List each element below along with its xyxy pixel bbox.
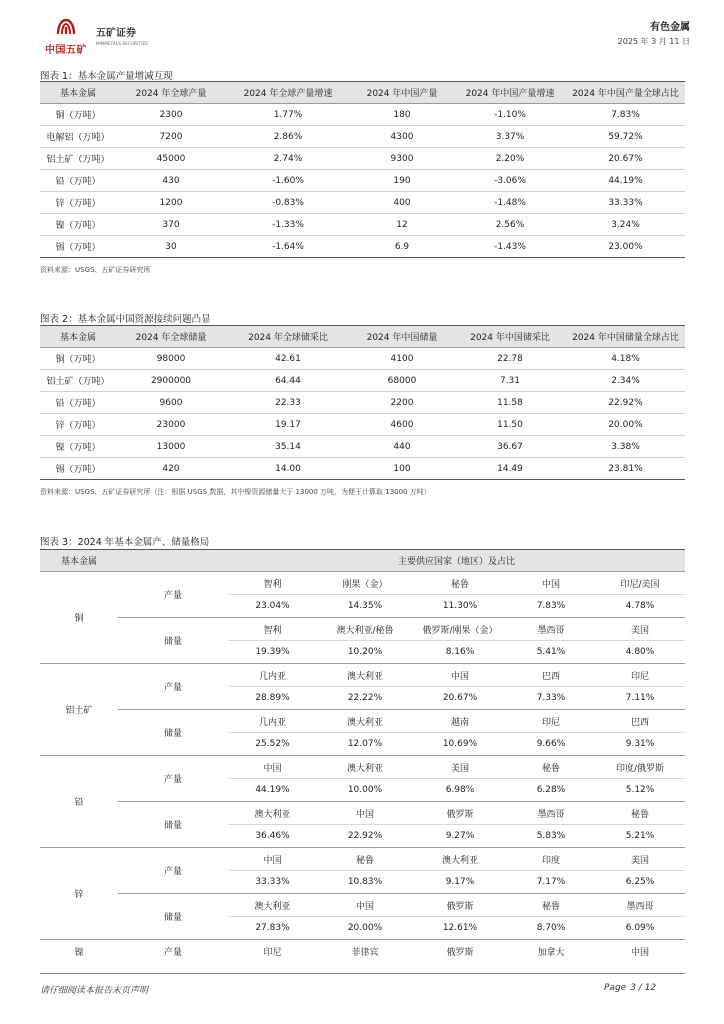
figure-3-table: [40, 549, 685, 963]
country-cell: 墨西哥: [595, 894, 685, 917]
table-cell: 4300: [350, 126, 454, 148]
table-cell: 22.78: [454, 348, 566, 370]
metal-name-cell: 电解铝（万吨）: [40, 126, 116, 148]
share-value-cell: 6.25%: [595, 871, 685, 894]
page-number: [604, 983, 660, 993]
table-row: [40, 192, 685, 214]
footer-disclaimer: 请仔细阅读本报告末页声明: [40, 986, 149, 996]
table-cell: 12: [350, 214, 454, 236]
metal-name-cell: 镍（万吨）: [40, 214, 116, 236]
table-row: [40, 894, 685, 917]
table-cell: 68000: [350, 370, 454, 392]
table-cell: 11.58: [454, 392, 566, 414]
country-cell: 越南: [413, 710, 507, 733]
share-value-cell: 5.41%: [507, 641, 595, 664]
table-cell: -1.33%: [226, 214, 350, 236]
metric-type-cell: 储量: [118, 710, 228, 756]
share-value-cell: 4.80%: [595, 641, 685, 664]
country-cell: 巴西: [595, 710, 685, 733]
country-cell: 墨西哥: [507, 802, 595, 825]
table-cell: 2.86%: [226, 126, 350, 148]
metric-type-cell: 储量: [118, 618, 228, 664]
table-cell: 20.67%: [566, 148, 685, 170]
table-cell: 23000: [116, 414, 226, 436]
share-value-cell: 10.83%: [317, 871, 413, 894]
table-row: [40, 802, 685, 825]
table-cell: 430: [116, 170, 226, 192]
share-value-cell: 14.35%: [317, 595, 413, 618]
table-cell: 420: [116, 458, 226, 480]
table-row: [40, 458, 685, 480]
table-row: [40, 126, 685, 148]
table-cell: 11.50: [454, 414, 566, 436]
country-cell: 中国: [413, 664, 507, 687]
table-cell: 9300: [350, 148, 454, 170]
country-cell: 刚果（金）: [317, 572, 413, 595]
logo-text: 中国五矿: [45, 45, 87, 56]
share-value-cell: 44.19%: [228, 779, 317, 802]
country-cell: 智利: [228, 572, 317, 595]
table-cell: 30: [116, 236, 226, 258]
table-row: [40, 236, 685, 258]
metal-name-cell: 铝土矿（万吨）: [40, 148, 116, 170]
logo-group: [40, 18, 148, 56]
share-value-cell: 27.83%: [228, 917, 317, 940]
column-header: 2024 年全球产量: [116, 82, 226, 104]
country-cell: 俄罗斯: [446, 947, 474, 958]
metal-name-cell: 铅: [40, 756, 118, 848]
country-cell: 美国: [595, 848, 685, 871]
table-cell: 1.77%: [226, 104, 350, 126]
figure-2-source: 资料来源：USGS、五矿证券研究所（注：根据 USGS 数据，其中镍资源储量大于 13000 万吨，为便于计算取 13000 万吨）: [40, 488, 431, 496]
country-cell: 中国: [631, 947, 650, 958]
country-cell: 美国: [595, 618, 685, 641]
table-row: [40, 148, 685, 170]
country-cell: 中国: [507, 572, 595, 595]
share-value-cell: 7.11%: [595, 687, 685, 710]
country-cell: 澳大利亚: [317, 756, 413, 779]
share-value-cell: 9.66%: [507, 733, 595, 756]
table-cell: -3.06%: [454, 170, 566, 192]
country-cell: 秘鲁: [317, 848, 413, 871]
country-cell: 俄罗斯: [413, 894, 507, 917]
table-row: [40, 710, 685, 733]
table-cell: -1.48%: [454, 192, 566, 214]
table-cell: 190: [350, 170, 454, 192]
table-cell: 14.00: [226, 458, 350, 480]
metal-name-cell: 锡（万吨）: [40, 458, 116, 480]
page-label: Page: [604, 983, 627, 993]
metal-name-cell: 铅（万吨）: [40, 170, 116, 192]
share-value-cell: 7.83%: [507, 595, 595, 618]
country-cell: 印尼: [507, 710, 595, 733]
country-cell: 印度: [507, 848, 595, 871]
table-cell: 64.44: [226, 370, 350, 392]
table-row: [40, 940, 685, 963]
share-value-cell: 22.92%: [317, 825, 413, 848]
share-value-cell: 22.22%: [317, 687, 413, 710]
country-cell: 印尼/美国: [595, 572, 685, 595]
metal-name-cell: 铜（万吨）: [40, 104, 116, 126]
share-value-cell: 5.21%: [595, 825, 685, 848]
table-cell: 440: [350, 436, 454, 458]
metric-type-cell: 产量: [118, 756, 228, 802]
share-value-cell: 6.28%: [507, 779, 595, 802]
share-value-cell: 7.17%: [507, 871, 595, 894]
share-value-cell: 36.46%: [228, 825, 317, 848]
share-value-cell: 20.67%: [413, 687, 507, 710]
country-cell: 俄罗斯/刚果（金）: [413, 618, 507, 641]
table-cell: 22.33: [226, 392, 350, 414]
share-value-cell: 9.27%: [413, 825, 507, 848]
table-cell: 2.20%: [454, 148, 566, 170]
country-cell: 秘鲁: [507, 894, 595, 917]
table-row: [40, 170, 685, 192]
metal-name-cell: 铅（万吨）: [40, 392, 116, 414]
table-row: [40, 436, 685, 458]
table-cell: 98000: [116, 348, 226, 370]
column-header: 2024 年中国储量: [350, 326, 454, 348]
table-row: [40, 664, 685, 687]
metal-name-cell: 锌（万吨）: [40, 192, 116, 214]
figure-2-title: 图表 2：基本金属中国资源接续问题凸显: [40, 314, 211, 325]
table-cell: 23.00%: [566, 236, 685, 258]
column-header: 2024 年中国产量增速: [454, 82, 566, 104]
metal-name-cell: 铝土矿（万吨）: [40, 370, 116, 392]
table-cell: 19.17: [226, 414, 350, 436]
country-cell: 加拿大: [537, 947, 565, 958]
share-value-cell: 12.07%: [317, 733, 413, 756]
column-header: 基本金属: [40, 82, 116, 104]
figure-1-table: [40, 81, 685, 258]
table-cell: 4100: [350, 348, 454, 370]
table-cell: 2200: [350, 392, 454, 414]
country-cell: 菲律宾: [351, 947, 379, 958]
share-value-cell: 23.04%: [228, 595, 317, 618]
table-cell: 7.83%: [566, 104, 685, 126]
country-cell: 中国: [228, 848, 317, 871]
table-cell: 2.74%: [226, 148, 350, 170]
table-row: [40, 756, 685, 779]
metric-type-cell: 产量: [118, 848, 228, 894]
metric-type-cell: 产量: [118, 664, 228, 710]
country-cell: 印尼: [263, 947, 282, 958]
table-cell: 35.14: [226, 436, 350, 458]
column-header: 2024 年全球储采比: [226, 326, 350, 348]
metal-name-cell: 镍（万吨）: [40, 436, 116, 458]
table-cell: 4.18%: [566, 348, 685, 370]
table-cell: -1.43%: [454, 236, 566, 258]
table-cell: 7.31: [454, 370, 566, 392]
page-header: [40, 18, 690, 58]
table-row: [40, 414, 685, 436]
table-cell: 400: [350, 192, 454, 214]
country-cell: 俄罗斯: [413, 802, 507, 825]
metric-type-cell: 产量: [118, 572, 228, 618]
metal-name-cell: 铜: [40, 572, 118, 664]
share-value-cell: 6.98%: [413, 779, 507, 802]
country-cell: 中国: [228, 756, 317, 779]
table-cell: 13000: [116, 436, 226, 458]
share-value-cell: 9.17%: [413, 871, 507, 894]
table-cell: 180: [350, 104, 454, 126]
share-value-cell: 12.61%: [413, 917, 507, 940]
table-cell: 36.67: [454, 436, 566, 458]
country-cell: 澳大利亚: [317, 710, 413, 733]
country-cell: 几内亚: [228, 710, 317, 733]
share-value-cell: 4.78%: [595, 595, 685, 618]
column-header: 2024 年全球储量: [116, 326, 226, 348]
page-number-value: 3 / 12: [630, 983, 657, 993]
table-cell: -1.10%: [454, 104, 566, 126]
table-row: [40, 572, 685, 595]
table-cell: 42.61: [226, 348, 350, 370]
brand-block: [96, 24, 148, 46]
share-value-cell: 8.16%: [413, 641, 507, 664]
figure-3-title: 图表 3：2024 年基本金属产、储量格局: [40, 537, 210, 548]
country-cell: 墨西哥: [507, 618, 595, 641]
share-value-cell: 33.33%: [228, 871, 317, 894]
metal-name-cell: 锌（万吨）: [40, 414, 116, 436]
figure-1-source: 资料来源：USGS、五矿证券研究所: [40, 266, 151, 274]
country-cell: 几内亚: [228, 664, 317, 687]
share-value-cell: 7.33%: [507, 687, 595, 710]
country-cell: 澳大利亚: [317, 664, 413, 687]
country-cell: 美国: [413, 756, 507, 779]
share-value-cell: 20.00%: [317, 917, 413, 940]
section-name: 有色金属: [650, 22, 690, 33]
country-cell: 印度/俄罗斯: [595, 756, 685, 779]
table-cell: 2300: [116, 104, 226, 126]
table-cell: 44.19%: [566, 170, 685, 192]
country-cell: 巴西: [507, 664, 595, 687]
table-cell: 59.72%: [566, 126, 685, 148]
table-cell: 3.37%: [454, 126, 566, 148]
metric-type-cell: 储量: [118, 894, 228, 940]
table-cell: 9600: [116, 392, 226, 414]
country-cell: 秘鲁: [507, 756, 595, 779]
table-row: [40, 392, 685, 414]
table-cell: 23.81%: [566, 458, 685, 480]
figure-1-title: 图表 1：基本金属产量增减互现: [40, 71, 173, 82]
column-header: 2024 年中国产量全球占比: [566, 82, 685, 104]
table-cell: 2.34%: [566, 370, 685, 392]
table-cell: 7200: [116, 126, 226, 148]
metric-type-cell: 产量: [163, 947, 182, 958]
metal-name-cell: 铝土矿: [40, 664, 118, 756]
share-value-cell: 19.39%: [228, 641, 317, 664]
footer-divider: [40, 973, 685, 974]
report-date: 2025 年 3 月 11 日: [617, 37, 690, 46]
country-cell: 智利: [228, 618, 317, 641]
column-header: 2024 年中国储量全球占比: [566, 326, 685, 348]
metal-name-cell: 锌: [40, 848, 118, 940]
column-header: 2024 年中国产量: [350, 82, 454, 104]
table-cell: 100: [350, 458, 454, 480]
table-cell: -1.64%: [226, 236, 350, 258]
share-value-cell: 11.30%: [413, 595, 507, 618]
share-value-cell: 8.70%: [507, 917, 595, 940]
brand-name-en: MINMETALS SECURITIES: [96, 41, 148, 46]
metal-name-cell: 镍: [74, 947, 84, 958]
country-cell: 中国: [317, 894, 413, 917]
metric-type-cell: 储量: [118, 802, 228, 848]
column-header: 2024 年中国储采比: [454, 326, 566, 348]
table-cell: -1.60%: [226, 170, 350, 192]
share-value-cell: 25.52%: [228, 733, 317, 756]
share-value-cell: 28.89%: [228, 687, 317, 710]
table-cell: 1200: [116, 192, 226, 214]
share-value-cell: 10.69%: [413, 733, 507, 756]
table-row: [40, 214, 685, 236]
table-cell: 2900000: [116, 370, 226, 392]
share-value-cell: 10.20%: [317, 641, 413, 664]
table-cell: 22.92%: [566, 392, 685, 414]
brand-name: 五矿证券: [96, 28, 136, 39]
column-header: 基本金属: [40, 326, 116, 348]
minmetals-logo-icon: [55, 18, 77, 36]
table-cell: 3.38%: [566, 436, 685, 458]
header-main-suppliers: 主要供应国家（地区）及占比: [228, 550, 685, 572]
table-cell: 3.24%: [566, 214, 685, 236]
column-header: 2024 年全球产量增速: [226, 82, 350, 104]
table-cell: 4600: [350, 414, 454, 436]
table-cell: -0.83%: [226, 192, 350, 214]
share-value-cell: 6.09%: [595, 917, 685, 940]
table-cell: 33.33%: [566, 192, 685, 214]
table-cell: 14.49: [454, 458, 566, 480]
country-cell: 澳大利亚: [228, 894, 317, 917]
table-cell: 2.56%: [454, 214, 566, 236]
figure-2-table: [40, 325, 685, 480]
table-row: [40, 848, 685, 871]
table-row: [40, 618, 685, 641]
country-cell: 印尼: [595, 664, 685, 687]
table-cell: 370: [116, 214, 226, 236]
table-row: [40, 348, 685, 370]
country-cell: 澳大利亚/秘鲁: [317, 618, 413, 641]
country-cell: 秘鲁: [413, 572, 507, 595]
metal-name-cell: 铜（万吨）: [40, 348, 116, 370]
table-cell: 20.00%: [566, 414, 685, 436]
metal-name-cell: 锡（万吨）: [40, 236, 116, 258]
country-cell: 秘鲁: [595, 802, 685, 825]
share-value-cell: 10.00%: [317, 779, 413, 802]
header-metal: 基本金属: [40, 550, 118, 572]
table-cell: 45000: [116, 148, 226, 170]
share-value-cell: 9.31%: [595, 733, 685, 756]
country-cell: 澳大利亚: [413, 848, 507, 871]
table-row: [40, 370, 685, 392]
table-row: [40, 104, 685, 126]
table-cell: 6.9: [350, 236, 454, 258]
share-value-cell: 5.12%: [595, 779, 685, 802]
share-value-cell: 5.83%: [507, 825, 595, 848]
country-cell: 澳大利亚: [228, 802, 317, 825]
minmetals-logo: [40, 18, 92, 56]
country-cell: 中国: [317, 802, 413, 825]
